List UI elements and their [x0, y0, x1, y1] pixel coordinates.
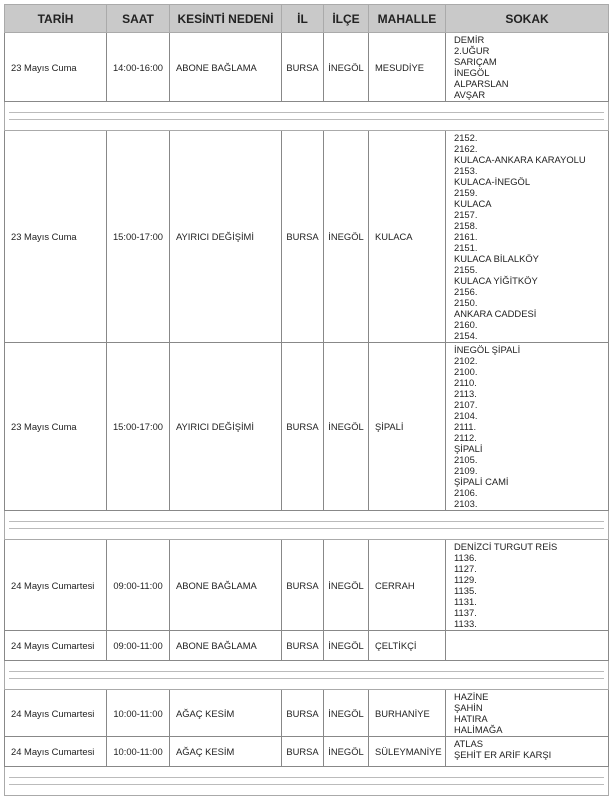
street-name: HALİMAĞA: [454, 724, 503, 735]
street-name: 2104.: [454, 410, 478, 421]
street-name: 2152.: [454, 132, 478, 143]
street-name: KULACA-İNEGÖL: [454, 176, 531, 187]
street-name: 2151.: [454, 242, 478, 253]
cell-province: BURSA: [282, 631, 324, 661]
cell-neighborhood: MESUDİYE: [369, 33, 446, 102]
cell-date: 24 Mayıs Cumartesi: [5, 631, 107, 661]
cell-neighborhood: SÜLEYMANİYE: [369, 737, 446, 767]
cell-district: İNEGÖL: [324, 690, 369, 737]
table-row: [5, 540, 609, 631]
street-name: 2153.: [454, 165, 478, 176]
cell-reason: AYIRICI DEĞİŞİMİ: [170, 343, 282, 511]
street-name: 1129.: [454, 574, 477, 585]
street-name: ATLAS: [454, 738, 484, 749]
table-row: [5, 343, 609, 511]
cell-time: 09:00-11:00: [107, 631, 170, 661]
cell-streets: [446, 131, 609, 343]
cell-province: BURSA: [282, 343, 324, 511]
street-name: 2109.: [454, 465, 478, 476]
street-name: ŞİPALİ: [454, 443, 483, 454]
cell-date: 24 Mayıs Cumartesi: [5, 737, 107, 767]
street-name: HAZİNE: [454, 691, 489, 702]
street-name: 1133.: [454, 618, 477, 629]
group-separator: [5, 102, 609, 131]
cell-neighborhood: BURHANİYE: [369, 690, 446, 737]
street-name: KULACA BİLALKÖY: [454, 253, 539, 264]
street-name: İNEGÖL: [454, 67, 490, 78]
street-name: 2105.: [454, 454, 478, 465]
table-row: [5, 33, 609, 102]
street-name: ŞAHİN: [454, 702, 483, 713]
cell-district: İNEGÖL: [324, 631, 369, 661]
street-name: HATIRA: [454, 713, 488, 724]
street-name: 1135.: [454, 585, 477, 596]
cell-time: 15:00-17:00: [107, 343, 170, 511]
street-name: ANKARA CADDESİ: [454, 308, 537, 319]
street-name: 2102.: [454, 355, 478, 366]
cell-district: İNEGÖL: [324, 33, 369, 102]
cell-province: BURSA: [282, 540, 324, 631]
cell-time: 10:00-11:00: [107, 690, 170, 737]
cell-streets: [446, 540, 609, 631]
street-name: 2157.: [454, 209, 478, 220]
cell-province: BURSA: [282, 131, 324, 343]
street-name: 2158.: [454, 220, 478, 231]
cell-streets: [446, 343, 609, 511]
cell-neighborhood: ÇELTİKÇİ: [369, 631, 446, 661]
cell-province: BURSA: [282, 33, 324, 102]
cell-neighborhood: KULACA: [369, 131, 446, 343]
cell-district: İNEGÖL: [324, 737, 369, 767]
header-district: İLÇE: [324, 5, 369, 33]
street-name: 2111.: [454, 421, 477, 432]
cell-neighborhood: ŞİPALİ: [369, 343, 446, 511]
header-time: SAAT: [107, 5, 170, 33]
street-name: DEMİR: [454, 34, 485, 45]
group-separator: [5, 661, 609, 690]
street-name: 2113.: [454, 388, 477, 399]
street-name: 2107.: [454, 399, 478, 410]
cell-date: 23 Mayıs Cuma: [5, 33, 107, 102]
cell-date: 24 Mayıs Cumartesi: [5, 540, 107, 631]
table-row: [5, 737, 609, 767]
cell-streets: [446, 33, 609, 102]
street-name: AVŞAR: [454, 89, 486, 100]
street-name: SARIÇAM: [454, 56, 497, 67]
cell-district: İNEGÖL: [324, 540, 369, 631]
street-name: 2155.: [454, 264, 478, 275]
outage-table: [4, 4, 609, 796]
street-name: 2154.: [454, 330, 478, 341]
street-name: ŞİPALİ CAMİ: [454, 476, 509, 487]
cell-district: İNEGÖL: [324, 343, 369, 511]
cell-date: 23 Mayıs Cuma: [5, 343, 107, 511]
street-name: 2112.: [454, 432, 477, 443]
cell-province: BURSA: [282, 690, 324, 737]
header-neighborhood: MAHALLE: [369, 5, 446, 33]
header-province: İL: [282, 5, 324, 33]
street-name: 2160.: [454, 319, 478, 330]
street-name: 2156.: [454, 286, 478, 297]
street-name: ŞEHİT ER ARİF KARŞI: [454, 749, 552, 760]
table-row: [5, 131, 609, 343]
group-separator: [5, 511, 609, 540]
street-name: 2100.: [454, 366, 478, 377]
street-name: 2.UĞUR: [454, 45, 490, 56]
street-name: 2103.: [454, 498, 478, 509]
cell-streets: [446, 690, 609, 737]
cell-streets: [446, 631, 609, 661]
header-date: TARİH: [5, 5, 107, 33]
street-name: 2161.: [454, 231, 478, 242]
group-separator: [5, 767, 609, 796]
cell-neighborhood: CERRAH: [369, 540, 446, 631]
cell-date: 23 Mayıs Cuma: [5, 131, 107, 343]
street-name: 2110.: [454, 377, 477, 388]
cell-reason: ABONE BAĞLAMA: [170, 540, 282, 631]
street-name: 2159.: [454, 187, 478, 198]
street-name: 1137.: [454, 607, 477, 618]
street-name: 2162.: [454, 143, 478, 154]
street-name: ALPARSLAN: [454, 78, 509, 89]
cell-reason: ABONE BAĞLAMA: [170, 33, 282, 102]
street-name: 1136.: [454, 552, 477, 563]
cell-date: 24 Mayıs Cumartesi: [5, 690, 107, 737]
cell-district: İNEGÖL: [324, 131, 369, 343]
cell-time: 15:00-17:00: [107, 131, 170, 343]
cell-reason: ABONE BAĞLAMA: [170, 631, 282, 661]
cell-reason: AYIRICI DEĞİŞİMİ: [170, 131, 282, 343]
street-name: KULACA YİĞİTKÖY: [454, 275, 538, 286]
cell-time: 09:00-11:00: [107, 540, 170, 631]
street-name: KULACA: [454, 198, 492, 209]
cell-province: BURSA: [282, 737, 324, 767]
cell-reason: AĞAÇ KESİM: [170, 737, 282, 767]
cell-time: 14:00-16:00: [107, 33, 170, 102]
header-reason: KESİNTİ NEDENİ: [170, 5, 282, 33]
table-row: [5, 631, 609, 661]
street-name: DENİZCİ TURGUT REİS: [454, 541, 558, 552]
cell-reason: AĞAÇ KESİM: [170, 690, 282, 737]
street-name: 2150.: [454, 297, 478, 308]
header-street: SOKAK: [446, 5, 609, 33]
cell-streets: [446, 737, 609, 767]
street-name: 1127.: [454, 563, 477, 574]
header-row: [5, 5, 609, 33]
street-name: KULACA-ANKARA KARAYOLU: [454, 154, 586, 165]
street-name: 2106.: [454, 487, 478, 498]
table-row: [5, 690, 609, 737]
cell-time: 10:00-11:00: [107, 737, 170, 767]
street-name: İNEGÖL ŞİPALİ: [454, 344, 521, 355]
street-name: 1131.: [454, 596, 477, 607]
